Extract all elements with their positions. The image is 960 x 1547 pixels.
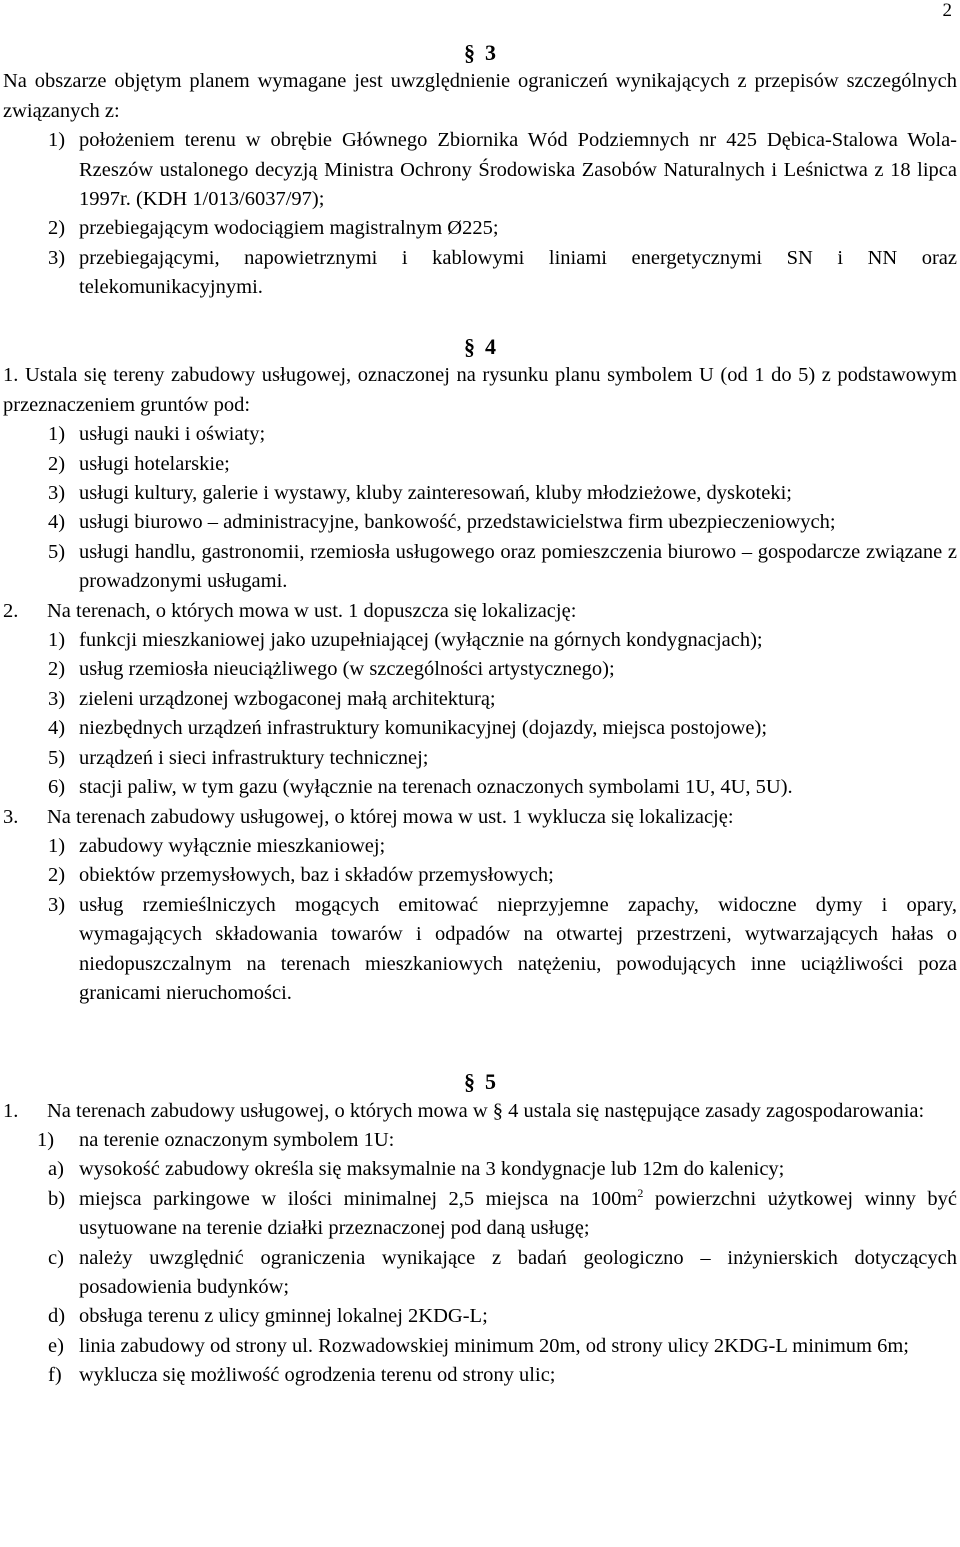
paragraph-symbol: §	[464, 1069, 475, 1095]
section-5-letter-item-b: b) miejsca parkingowe w ilości minimalnej 2,5 miejsca na $100m^2$ powierzchni użytkowej winny być usytuowane na terenie działki przeznaczonej pod daną usługę;	[48, 1185, 957, 1240]
section-4-para-1-item-3: 3) usługi kultury, galerie i wystawy, kluby zainteresowań, kluby młodzieżowe, dyskoteki;	[48, 482, 792, 505]
section-4-para-2-item-3: 3) zieleni urządzonej wzbogaconej małą architekturą;	[48, 687, 496, 710]
section-4-para-2-item-4: 4) niezbędnych urządzeń infrastruktury komunikacyjnej (dojazdy, miejsca postojowe);	[48, 717, 768, 740]
section-4-para-2-item-1: 1) funkcji mieszkaniowej jako uzupełniającej (wyłącznie na górnych kondygnacjach);	[48, 629, 763, 652]
section-5-para-1-sub-1: 1) na terenie oznaczonym symbolem 1U:	[37, 1128, 395, 1151]
section-3-intro: Na obszarze objętym planem wymagane jest uwzględnienie ograniczeń wynikających z przepisów szczególnych związanych z:	[3, 70, 957, 122]
section-4-para-3: 3. Na terenach zabudowy usługowej, o której mowa w ust. 1 wyklucza się lokalizację:	[3, 805, 734, 828]
paragraph-symbol: §	[464, 40, 475, 65]
paragraph-symbol: §	[464, 334, 475, 360]
section-4-para-2-item-5: 5) urządzeń i sieci infrastruktury technicznej;	[48, 746, 429, 769]
superscript: 2	[637, 1185, 644, 1200]
document-body	[3, 38, 957, 1391]
section-4-para-1-item-5: 5) usługi handlu, gastronomii, rzemiosła usługowego oraz pomieszczenia biurowo – gospodarcze związane z prowadzonymi usługami.	[48, 540, 957, 593]
section-4-para-2-item-2: 2) usług rzemiosła nieuciążliwego (w szczególności artystycznego);	[48, 658, 615, 681]
section-4-para-2: 2. Na terenach, o których mowa w ust. 1 dopuszcza się lokalizację:	[3, 599, 577, 622]
section-heading-5	[3, 1067, 957, 1096]
section-number: 4	[485, 334, 496, 360]
section-4-para-1: 1. Ustala się tereny zabudowy usługowej, oznaczonej na rysunku planu symbolem U (od 1 do 5) z podstawowym przeznaczeniem gruntów pod:	[3, 364, 958, 416]
section-5-letter-item-f: f) wyklucza się możliwość ogrodzenia terenu od strony ulic;	[48, 1364, 556, 1387]
section-4-para-1-item-4: 4) usługi biurowo – administracyjne, bankowość, przedstawicielstwa firm ubezpieczeniowych;	[48, 511, 836, 534]
section-4-para-1-item-1: 1) usługi nauki i oświaty;	[48, 423, 266, 446]
section-4-para-3-item-3: 3) usług rzemieślniczych mogących emitować nieprzyjemne zapachy, widoczne dymy i opary, wymagających składowania towarów i odpadów na otwartej przestrzeni, wytwarzających hałas o niedopuszczalnym na terenach mieszkaniowych natężeniu, powodujących inne uciążliwości poza granicami nieruchomości.	[48, 893, 957, 1004]
section-4-para-2-item-6: 6) stacji paliw, w tym gazu (wyłącznie na terenach oznaczonych symbolami 1U, 4U, 5U).	[48, 776, 793, 799]
section-5-para-1: 1. Na terenach zabudowy usługowej, o których mowa w § 4 ustala się następujące zasady zagospodarowania:	[3, 1099, 925, 1122]
section-heading-4	[3, 332, 957, 361]
section-number: 3	[485, 40, 496, 65]
page-number: 2	[942, 0, 952, 21]
section-3-item-1: 1) położeniem terenu w obrębie Głównego Zbiornika Wód Podziemnych nr 425 Dębica-Stalowa Wola-Rzeszów ustalonego decyzją Ministra Ochrony Środowiska Zasobów Naturalnych i Leśnictwa z 18 lipca 1997r. (KDH 1/013/6037/97);	[48, 129, 957, 211]
section-5-letter-item-d: d) obsługa terenu z ulicy gminnej lokalnej 2KDG-L;	[48, 1305, 488, 1328]
section-3-item-3: 3) przebiegającymi, napowietrznymi i kablowymi liniami energetycznymi SN i NN oraz telekomunikacyjnymi.	[48, 246, 957, 299]
section-4-para-3-item-2: 2) obiektów przemysłowych, baz i składów przemysłowych;	[48, 864, 554, 887]
section-5-letter-item-c: c) należy uwzględnić ograniczenia wynikające z badań geologiczno – inżynierskich dotyczących posadowienia budynków;	[48, 1246, 957, 1298]
section-3-item-2: 2) przebiegającym wodociągiem magistralnym Ø225;	[48, 217, 499, 240]
section-4-para-1-item-2: 2) usługi hotelarskie;	[48, 452, 230, 475]
section-5-letter-item-a: a) wysokość zabudowy określa się maksymalnie na 3 kondygnacje lub 12m do kalenicy;	[48, 1158, 785, 1181]
section-5-letter-item-e: e) linia zabudowy od strony ul. Rozwadowskiej minimum 20m, od strony ulicy 2KDG-L minimum 6m;	[48, 1334, 909, 1357]
section-number: 5	[485, 1069, 496, 1095]
section-heading-3	[3, 38, 957, 67]
section-4-para-3-item-1: 1) zabudowy wyłącznie mieszkaniowej;	[48, 834, 386, 857]
